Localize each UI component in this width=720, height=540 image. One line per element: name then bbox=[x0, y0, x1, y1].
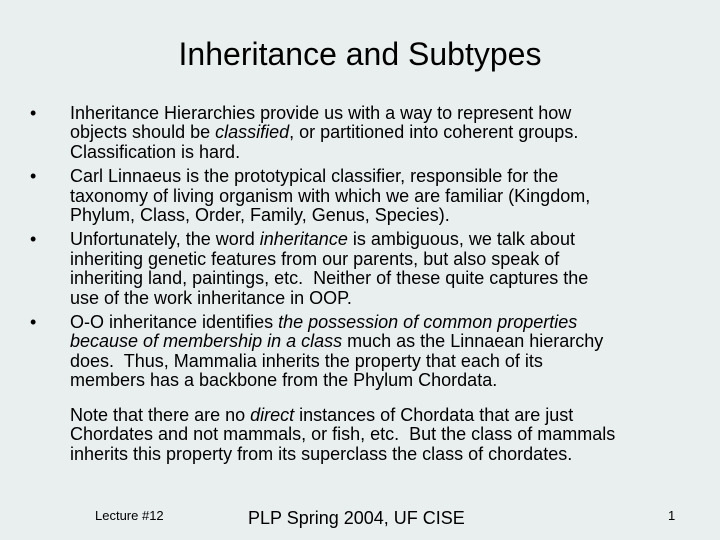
text-segment: O-O inheritance identifies bbox=[70, 312, 279, 333]
text-segment: Chordates and not mammals, or fish, etc. But the class of mammals bbox=[70, 424, 616, 445]
footer-course: PLP Spring 2004, UF CISE bbox=[248, 508, 465, 528]
text-segment: use of the work inheritance in OOP. bbox=[70, 287, 352, 308]
text-segment: Note that there are no bbox=[70, 405, 251, 425]
text-line bbox=[70, 167, 720, 186]
text-line bbox=[70, 352, 720, 371]
text-line bbox=[70, 313, 720, 332]
text-line bbox=[70, 289, 720, 308]
text-line bbox=[70, 206, 720, 225]
note-paragraph bbox=[70, 406, 615, 464]
bullet-icon: • bbox=[30, 229, 37, 250]
text-line bbox=[70, 406, 615, 425]
text-segment: inheriting genetic features from our parents, but also speak of bbox=[70, 248, 560, 269]
text-line bbox=[70, 123, 720, 142]
bullet-item bbox=[0, 167, 720, 225]
bullet-icon: • bbox=[30, 103, 37, 123]
text-segment: , or partitioned into coherent groups. bbox=[289, 122, 579, 143]
text-line bbox=[70, 143, 720, 162]
text-segment: Phylum, Class, Order, Family, Genus, Species). bbox=[70, 205, 450, 226]
bullet-icon: • bbox=[30, 312, 37, 333]
slide-title: Inheritance and Subtypes bbox=[178, 36, 542, 72]
text-segment: Carl Linnaeus is the prototypical classifier, responsible for the bbox=[70, 166, 559, 187]
text-line bbox=[70, 269, 720, 288]
text-segment: much as the Linnaean hierarchy bbox=[342, 331, 604, 352]
italic-text: inheritance bbox=[259, 229, 348, 250]
bullet-icon: • bbox=[30, 166, 37, 187]
bullet-list bbox=[0, 104, 720, 396]
text-segment: does. Thus, Mammalia inherits the property that each of its bbox=[70, 350, 543, 371]
text-segment: is ambiguous, we talk about bbox=[347, 229, 575, 250]
text-segment: Inheritance Hierarchies provide us with a way to represent how bbox=[70, 103, 572, 123]
italic-text: classified bbox=[215, 122, 290, 143]
text-segment: members has a backbone from the Phylum Chordata. bbox=[70, 370, 498, 391]
text-line bbox=[70, 425, 615, 444]
italic-text: because of membership in a class bbox=[70, 331, 343, 352]
bullet-item bbox=[0, 313, 720, 391]
text-line bbox=[70, 187, 720, 206]
bullet-item bbox=[0, 104, 720, 162]
text-segment: inherits this property from its superclass the class of chordates. bbox=[70, 443, 573, 464]
text-segment: Unfortunately, the word bbox=[70, 229, 260, 250]
text-line bbox=[70, 445, 615, 464]
text-line bbox=[70, 371, 720, 390]
bullet-item bbox=[0, 230, 720, 308]
text-segment: Classification is hard. bbox=[70, 141, 241, 162]
text-segment: objects should be bbox=[70, 122, 216, 143]
text-line bbox=[70, 104, 720, 123]
text-segment: instances of Chordata that are just bbox=[294, 405, 574, 425]
italic-text: direct bbox=[250, 405, 295, 425]
text-line bbox=[70, 230, 720, 249]
italic-text: the possession of common properties bbox=[278, 312, 578, 333]
footer-lecture: Lecture #12 bbox=[95, 508, 164, 523]
text-line bbox=[70, 332, 720, 351]
text-line bbox=[70, 250, 720, 269]
text-segment: inheriting land, paintings, etc. Neither of these quite captures the bbox=[70, 268, 589, 289]
text-segment: taxonomy of living organism with which we are familiar (Kingdom, bbox=[70, 185, 591, 206]
slide-number: 1 bbox=[668, 508, 676, 523]
